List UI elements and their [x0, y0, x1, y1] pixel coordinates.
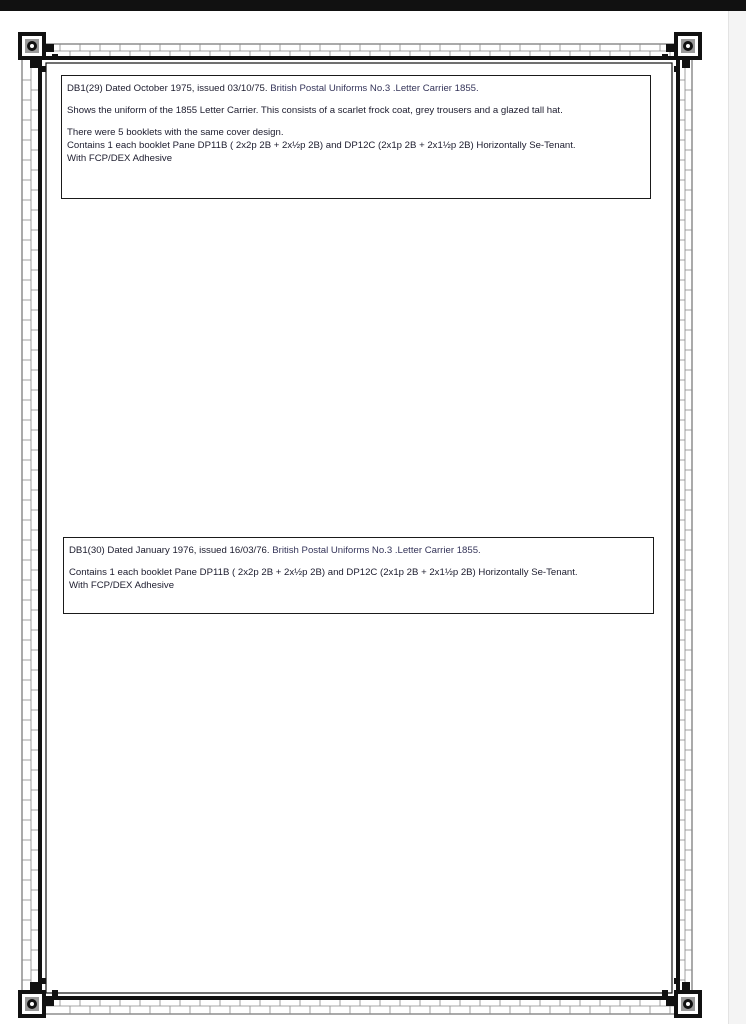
entry-series-title: British Postal Uniforms No.3 .Letter Carrier 1855. [270, 83, 479, 94]
entry-issue-info: DB1(29) Dated October 1975, issued 03/10/75. [67, 83, 268, 94]
entry-contents: Contains 1 each booklet Pane DP11B ( 2x2p 2B + 2x½p 2B) and DP12C (2x1p 2B + 2x1½p 2B) Horizontally Se-Tenant. [67, 140, 576, 151]
entry-variants-note: There were 5 booklets with the same cover design. [67, 127, 284, 138]
entry-adhesive: With FCP/DEX Adhesive [67, 153, 173, 164]
booklet-entry-db1-30 [63, 537, 654, 614]
entry-issue-info: DB1(30) Dated January 1976, issued 16/03/76. [69, 545, 270, 556]
border-inner-frame [40, 58, 678, 998]
entry-heading [69, 544, 647, 557]
booklet-entry-db1-29 [61, 75, 651, 199]
entry-series-title: British Postal Uniforms No.3 .Letter Carrier 1855. [272, 545, 481, 556]
entry-description: Shows the uniform of the 1855 Letter Carrier. This consists of a scarlet frock coat, grey trousers and a glazed tall hat. [67, 105, 563, 116]
entry-heading [67, 82, 644, 95]
entry-contents: Contains 1 each booklet Pane DP11B ( 2x2p 2B + 2x½p 2B) and DP12C (2x1p 2B + 2x1½p 2B) Horizontally Se-Tenant. [69, 567, 578, 578]
entry-adhesive: With FCP/DEX Adhesive [69, 580, 175, 591]
